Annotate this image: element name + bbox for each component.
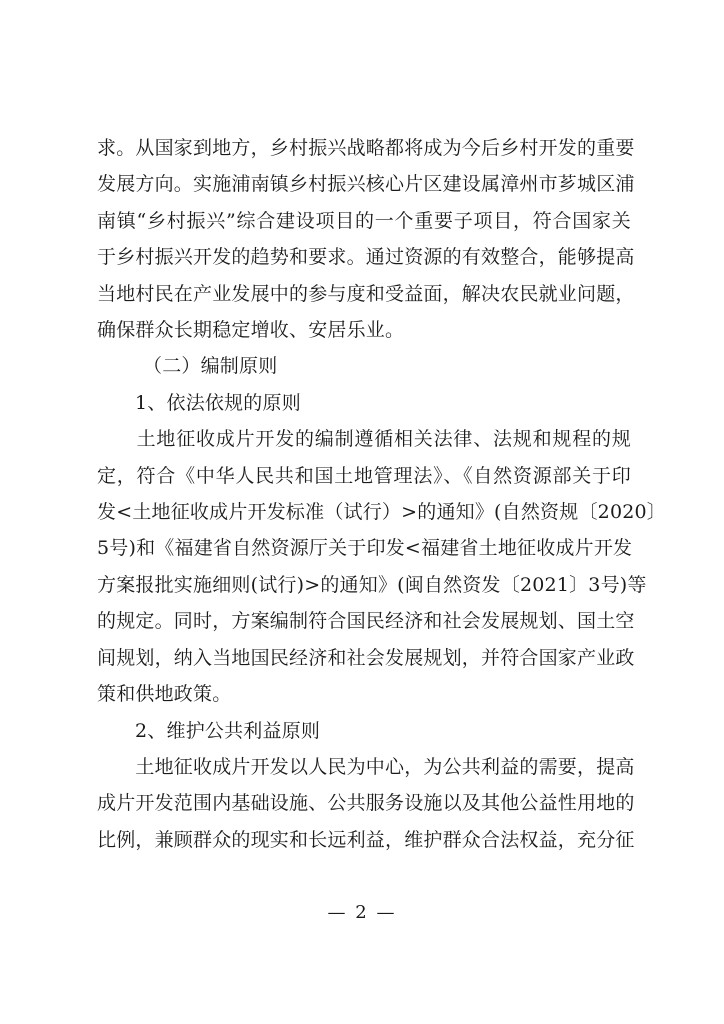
- subsection-heading: [97, 713, 631, 749]
- text-line: 当地村民在产业发展中的参与度和受益面，解决农民就业问题，: [97, 282, 635, 305]
- text-line: （二）编制原则: [143, 355, 278, 378]
- text-line: 确保群众长期稳定增收、安居乐业。: [97, 319, 405, 342]
- text-line: 比例，兼顾群众的现实和长远利益，维护群众合法权益，充分征: [97, 828, 635, 851]
- document-body: [97, 130, 667, 858]
- section-heading: [97, 348, 631, 384]
- text-line: 1、依法依规的原则: [135, 391, 301, 414]
- text-line: 于乡村振兴开发的趋势和要求。通过资源的有效整合，能够提高: [97, 246, 635, 269]
- text-line: 间规划，纳入当地国民经济和社会发展规划，并符合国家产业政: [97, 646, 635, 669]
- page-number: — 2 —: [327, 902, 397, 923]
- text-line: 5号)和《福建省自然资源厅关于印发<福建省土地征收成片开发: [97, 537, 633, 560]
- body-paragraph: [97, 749, 635, 858]
- text-line: 土地征收成片开发以人民为中心，为公共利益的需要，提高: [97, 755, 635, 778]
- text-line: 发<土地征收成片开发标准（试行）>的通知》(自然资规〔2020〕: [97, 501, 667, 524]
- text-line: 方案报批实施细则(试行)>的通知》(闽自然资发〔2021〕3号)等: [97, 573, 647, 596]
- text-line: 定，符合《中华人民共和国土地管理法》、《自然资源部关于印: [97, 464, 631, 487]
- text-line: 求。从国家到地方，乡村振兴战略都将成为今后乡村开发的重要: [97, 137, 635, 159]
- text-line: 土地征收成片开发的编制遵循相关法律、法规和规程的规: [97, 428, 631, 451]
- subsection-heading: [97, 385, 631, 421]
- text-line: 策和供地政策。: [97, 683, 232, 706]
- text-line: 2、维护公共利益原则: [135, 719, 321, 742]
- text-line: 发展方向。实施浦南镇乡村振兴核心片区建设属漳州市芗城区浦: [97, 173, 635, 196]
- body-paragraph: [97, 421, 667, 712]
- text-line: 成片开发范围内基础设施、公共服务设施以及其他公益性用地的: [97, 792, 635, 815]
- text-line: 的规定。同时，方案编制符合国民经济和社会发展规划、国土空: [97, 610, 635, 633]
- text-line: 南镇“乡村振兴”综合建设项目的一个重要子项目，符合国家关: [97, 209, 631, 232]
- body-paragraph: [97, 130, 635, 348]
